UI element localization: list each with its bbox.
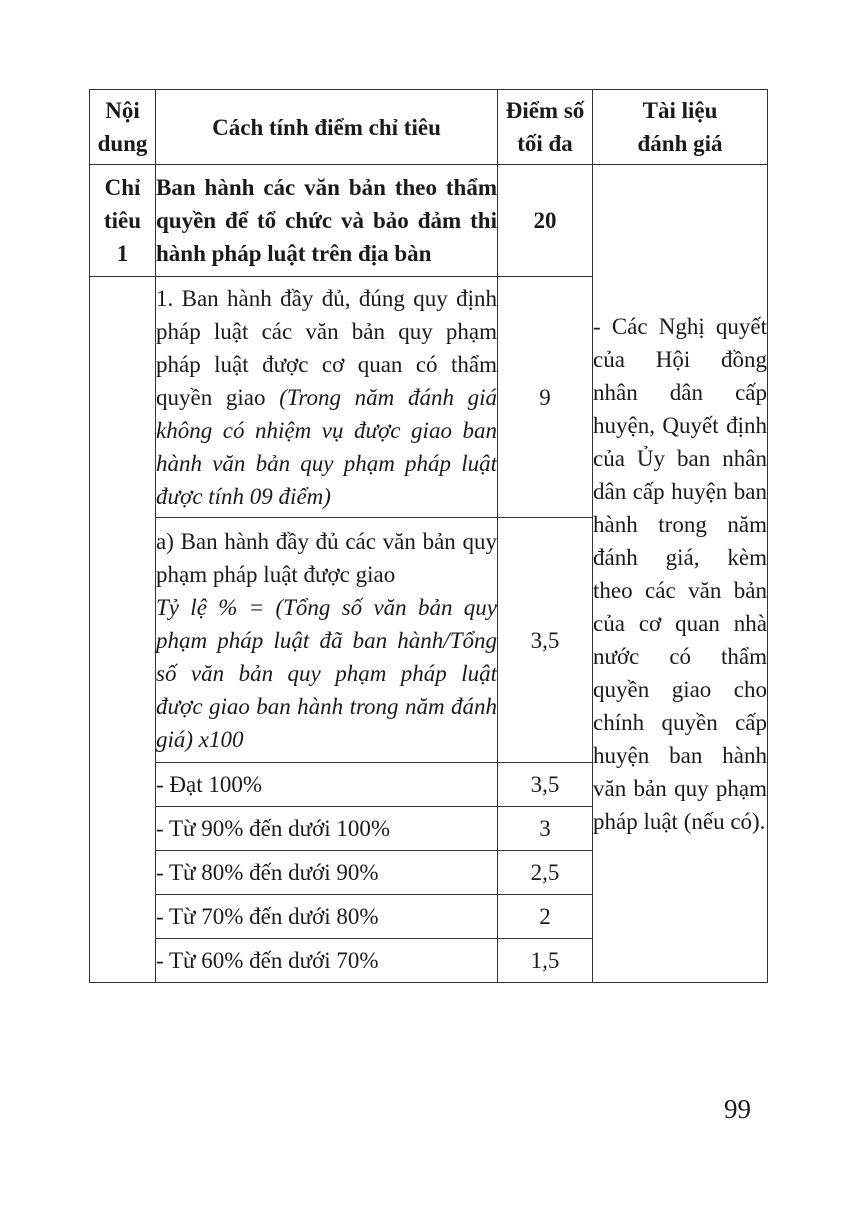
- criterion-score: 20: [498, 165, 593, 277]
- item-a-score: 3,5: [498, 518, 593, 763]
- page-number: 99: [724, 1094, 751, 1124]
- level-label: - Từ 70% đến dưới 80%: [156, 895, 498, 939]
- level-label: - Từ 80% đến dưới 90%: [156, 851, 498, 895]
- criterion-title: Ban hành các văn bản theo thẩm quyền để tổ chức và bảo đảm thi hành pháp luật trên địa bàn: [156, 165, 498, 277]
- criteria-table: [89, 89, 768, 983]
- criterion-row: [90, 165, 768, 277]
- level-score: 2,5: [498, 851, 593, 895]
- item-a-text: a) Ban hành đầy đủ các văn bản quy phạm pháp luật được giao: [156, 528, 497, 587]
- criterion-label: Chỉ tiêu 1: [90, 165, 156, 277]
- level-score: 3: [498, 807, 593, 851]
- level-score: 2: [498, 895, 593, 939]
- item1-text: 1. Ban hành đầy đủ, đúng quy định pháp luật các văn bản quy phạm pháp luật được cơ quan có thẩm quyền giao: [156, 285, 497, 410]
- empty-content-cell: [90, 277, 156, 983]
- level-score: 3,5: [498, 763, 593, 807]
- level-label: - Từ 90% đến dưới 100%: [156, 807, 498, 851]
- item-a-cell: [156, 518, 498, 763]
- item1-cell: [156, 277, 498, 518]
- header-evidence: Tài liệu đánh giá: [593, 90, 768, 165]
- header-row: [90, 90, 768, 165]
- item1-score: 9: [498, 277, 593, 518]
- level-score: 1,5: [498, 939, 593, 983]
- header-max-score: Điểm số tối đa: [498, 90, 593, 165]
- item1-note: (Trong năm đánh giá không có nhiệm vụ được giao ban hành văn bản quy phạm pháp luật được tính 09 điểm): [156, 384, 498, 509]
- item-a-formula: Tỷ lệ % = (Tổng số văn bản quy phạm pháp luật đã ban hành/Tổng số văn bản quy phạm pháp luật được giao ban hành trong năm đánh giá) x100: [156, 594, 497, 752]
- level-label: - Đạt 100%: [156, 763, 498, 807]
- header-content: Nội dung: [90, 90, 156, 165]
- level-label: - Từ 60% đến dưới 70%: [156, 939, 498, 983]
- header-method: Cách tính điểm chỉ tiêu: [156, 90, 498, 165]
- evidence-cell: - Các Nghị quyết của Hội đồng nhân dân cấp huyện, Quyết định của Ủy ban nhân dân cấp huyện ban hành trong năm đánh giá, kèm theo các văn bản của cơ quan nhà nước có thẩm quyền giao cho chính quyền cấp huyện ban hành văn bản quy phạm pháp luật (nếu có).: [593, 165, 768, 983]
